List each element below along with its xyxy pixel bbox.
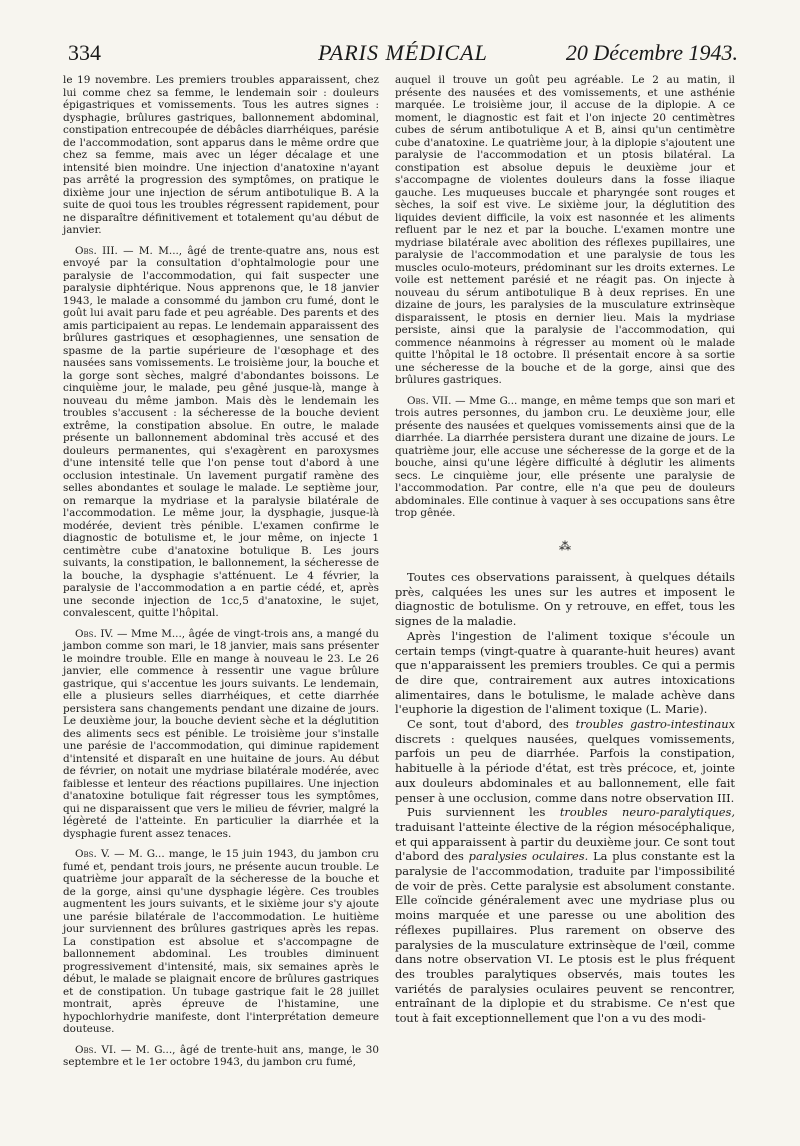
paragraph: le 19 novembre. Les premiers troubles apparaissent, chez lui comme chez sa femme, le lendemain soir : douleurs épigastriques et vomissements. Tous les autres signes : dysphagie, brûlures gastriques, ballonnement abdominal, constipation entrecoupée de débâcles diarrhéiques, parésie de l'accommodation, sont apparus dans le même ordre que chez sa femme, mais avec un léger décalage et une intensité bien moindre. Une injection d'anatoxine n'ayant pas arrêté la progression des symptômes, on pratique le dixième jour une injection de sérum antibotulique B. A la suite de quoi tous les troubles régressent rapidement, pour ne disparaître définitivement et totalement qu'au début de janvier. — [63, 74, 379, 236]
paragraph — [395, 717, 735, 805]
observation-label: Obs. VII. — [407, 394, 452, 407]
text-run: discrets : quelques nausées, quelques vomissements, parfois un peu de diarrhée. Parfois la constipation, habituelle à la période d'état, est très précoce, et, jointe aux douleurs abdominales et au ballonnement, elle fait penser à une occlusion, comme dans notre observation III. — [395, 731, 735, 805]
observation-label: Obs. III. — [75, 244, 118, 257]
observation-label: Obs. VI. — [75, 1043, 117, 1056]
observation-6 — [63, 1044, 379, 1069]
observation-7 — [395, 395, 735, 520]
observation-3 — [63, 245, 379, 620]
section-asterism: ⁂ — [559, 538, 571, 553]
observation-label: Obs. V. — [75, 848, 110, 860]
text-run: Puis surviennent les — [407, 805, 560, 820]
discussion-section — [395, 570, 735, 1026]
text-run: Ce sont, tout d'abord, des — [407, 717, 576, 732]
observation-text: — M. M..., âgé de trente-quatre ans, nous est envoyé par la consultation d'ophtalmologie pour une paralysie de l'accommodation, qui fait suspecter une paralysie diphtérique. Nous apprenons que, le 18 janvier 1943, le malade a consommé du jambon cru fumé, dont le goût lui avait paru fade et peu agréable. Des parents et des amis participaient au repas. Le lendemain apparaissent des brûlures gastriques et œsophagiennes, une sensation de spasme de la partie supérieure de l'œsophage et des nausées sans vomissements. Le troisième jour, la bouche et la gorge sont sèches, malgré d'abondantes boissons. Le cinquième jour, le malade, peu gêné jusque-là, mange à nouveau du même jambon. Mais dès le lendemain les troubles s'accusent : la sécheresse de la bouche devient extrême, la constipation absolue. En outre, le malade présente un ballonnement abdominal très accusé et des douleurs permanentes, qui s'exagèrent en paroxysmes d'une intensité telle que l'on pense tout d'abord à une occlusion intestinale. Un lavement purgatif ramène des selles abondantes et soulage le malade. Le septième jour, on remarque la mydriase et la paralysie bilatérale de l'accommodation. Le même jour, la dysphagie, jusque-là modérée, devient très pénible. L'examen confirme le diagnostic de botulisme et, le jour même, on injecte 1 centimètre cube d'anatoxine botulique B. Les jours suivants, la constipation, le ballonnement, la sécheresse de la bouche, la dysphagie s'atténuent. Le 4 février, la paralysie de l'accommodation a en partie cédé, et, après une seconde injection de 1cc,5 d'anatoxine, le sujet, convalescent, quitte l'hôpital. — [63, 244, 379, 619]
observation-text: — Mme G... mange, en même temps que son mari et trois autres personnes, du jambon cru. Le deuxième jour, elle présente des nausées et quelques vomissements ainsi que de la diarrhée. La diarrhée persistera durant une dizaine de jours. Le quatrième jour, elle accuse une sécheresse de la gorge et de la bouche, ainsi qu'une légère difficulté à déglutir les aliments secs. Le cinquième jour, elle présente une paralysie de l'accommodation. Par contre, elle n'a que peu de douleurs abdominales. Elle continue à vaquer à ses occupations sans être trop gênée. — [395, 394, 735, 519]
observation-text: — M. G... mange, le 15 juin 1943, du jambon cru fumé et, pendant trois jours, ne présente aucun trouble. Le quatrième jour apparaît de la sécheresse de la bouche et de la gorge, ainsi qu'une dysphagie légère. Ces troubles augmentent les jours suivants, et le sixième jour s'y ajoute une parésie bilatérale de l'accommodation. Le huitième jour surviennent des brûlures gastriques après les repas. La constipation est absolue et s'accompagne de ballonnement abdominal. Les troubles diminuent progressivement d'intensité, mais, six semaines après le début, le malade se plaignait encore de brûlures gastriques et de constipation. Un tubage gastrique fait le 28 juillet montrait, après épreuve de l'histamine, une hypochlorhydrie manifeste, dont l'interprétation demeure douteuse. — [63, 848, 379, 1035]
journal-title: PARIS MÉDICAL — [318, 40, 488, 65]
left-column — [63, 74, 379, 1069]
text-run: La plus constante est la paralysie de l'accommodation, traduite par l'impossibilité de voir de près. Cette paralysie est absolument constante. Elle coïncide généralement avec une mydriase plus ou moins marquée et une paresse ou une abolition des réflexes pupillaires. Plus rarement on observe des paralysies de la musculature extrinsèque de l'œil, comme dans notre observation VI. Le ptosis est le plus fréquent des troubles paralytiques observés, mais toutes les variétés de paralysies oculaires peuvent se rencontrer, entraînant de la diplopie et du strabisme. Ce n'est que tout à fait exceptionnellement que l'on a vu des modi- — [395, 849, 735, 1026]
emphasis: paralysies oculaires. — [468, 849, 589, 864]
paragraph: auquel il trouve un goût peu agréable. Le 2 au matin, il présente des nausées et des vomissements, et une asthénie marquée. Le troisième jour, il accuse de la diplopie. A ce moment, le diagnostic est fait et l'on injecte 20 centimètres cubes de sérum antibotulique A et B, ainsi qu'un centimètre cube d'anatoxine. Le quatrième jour, à la diplopie s'ajoutent une paralysie de l'accommodation et un ptosis bilatéral. La constipation est absolue depuis le deuxième jour et s'accompagne de violentes douleurs dans la fosse iliaque gauche. Les muqueuses buccale et pharyngée sont rouges et sèches, la soif est vive. Le sixième jour, la déglutition des liquides devient difficile, la voix est nasonnée et les aliments refluent par le nez et par la bouche. L'examen montre une mydriase bilatérale avec abolition des réflexes pupillaires, une paralysie de l'accommodation et une paralysie de tous les muscles oculo-moteurs, prédominant sur les droits externes. Le voile est nettement parésié et ne réagit pas. On injecte à nouveau du sérum antibotulique B à deux reprises. En une dizaine de jours, les paralysies de la musculature extrinsèque disparaissent, le ptosis en dernier lieu. Mais la mydriase persiste, ainsi que la paralysie de l'accommodation, qui commence néanmoins à régresser au moment où le malade quitte l'hôpital le 18 octobre. Il présentait encore à sa sortie une sécheresse de la bouche et de la gorge, ainsi que des brûlures gastriques. — [395, 74, 735, 386]
issue-date: 20 Décembre 1943. — [565, 40, 738, 65]
observation-text: — M. G..., âgé de trente-huit ans, mange, le 30 septembre et le 1er octobre 1943, du jambon cru fumé, — [63, 1043, 379, 1068]
page-number: 334 — [68, 40, 101, 65]
text-run: traduisant l'atteinte élective de la région mésocéphalique, et qui apparaissent à partir du deuxième jour. Ce sont tout d'abord des — [395, 819, 735, 864]
paragraph: Toutes ces observations paraissent, à quelques détails près, calquées les unes sur les autres et imposent le diagnostic de botulisme. On y retrouve, en effet, tous les signes de la maladie. — [395, 570, 735, 629]
emphasis: troubles neuro-paralytiques, — [559, 805, 736, 820]
observation-5 — [63, 848, 379, 1036]
observation-label: Obs. IV. — [75, 627, 114, 640]
right-column — [395, 74, 735, 1026]
paragraph — [395, 805, 735, 1026]
observation-4 — [63, 628, 379, 841]
paragraph: Après l'ingestion de l'aliment toxique s'écoule un certain temps (vingt-quatre à quarante-huit heures) avant que n'apparaissent les premiers troubles. Ce qui a permis de dire que, contrairement aux autres intoxications alimentaires, dans le botulisme, le malade achève dans l'euphorie la digestion de l'aliment toxique (L. Marie). — [395, 628, 735, 717]
observation-text: — Mme M..., âgée de vingt-trois ans, a mangé du jambon comme son mari, le 18 janvier, mais sans présenter le moindre trouble. Elle en mange à nouveau le 23. Le 26 janvier, elle commence à ressentir une vague brûlure gastrique, qui s'accentue les jours suivants. Le lendemain, elle a plusieurs selles diarrhéiques, et cette diarrhée persistera sans changements pendant une dizaine de jours. Le deuxième jour, la bouche devient sèche et la déglutition des aliments secs est pénible. Le troisième jour s'installe une parésie de l'accommodation, qui diminue rapidement d'intensité et disparaît en une huitaine de jours. Au début de février, on notait une mydriase bilatérale modérée, avec faiblesse et lenteur des réactions pupillaires. Une injection d'anatoxine botulique fait régresser tous les symptômes, qui ne disparaissent que vers le milieu de février, malgré la légèreté de l'atteinte. En particulier la diarrhée et la dysphagie furent assez tenaces. — [63, 627, 379, 840]
page-header — [68, 40, 738, 70]
emphasis: troubles gastro-intestinaux — [575, 717, 736, 732]
